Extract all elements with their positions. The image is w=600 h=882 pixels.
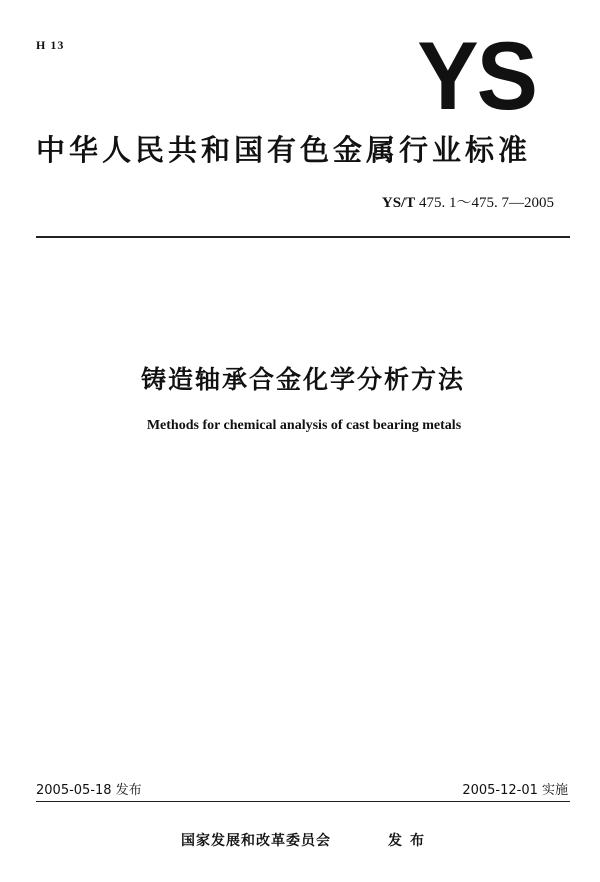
implementation-date: 2005-12-01 实施 [462, 783, 568, 798]
standard-number [382, 191, 554, 212]
top-divider [36, 236, 570, 238]
document-title-en: Methods for chemical analysis of cast bearing metals [146, 418, 462, 433]
ys-logo: YS [417, 22, 536, 130]
classification-code: H 13 [36, 38, 65, 52]
publish-label: 发布 [388, 833, 432, 849]
standard-number-prefix: YS/T [381, 195, 416, 211]
standard-title: 中华人民共和国有色金属行业标准 [36, 133, 532, 167]
bottom-divider [36, 801, 570, 802]
standard-number-range: 475. 1～475. 7—2005 [415, 195, 554, 211]
publisher: 国家发展和改革委员会 [181, 833, 331, 849]
issue-date: 2005-05-18 发布 [36, 783, 142, 798]
document-title-cn: 铸造轴承合金化学分析方法 [140, 365, 465, 394]
